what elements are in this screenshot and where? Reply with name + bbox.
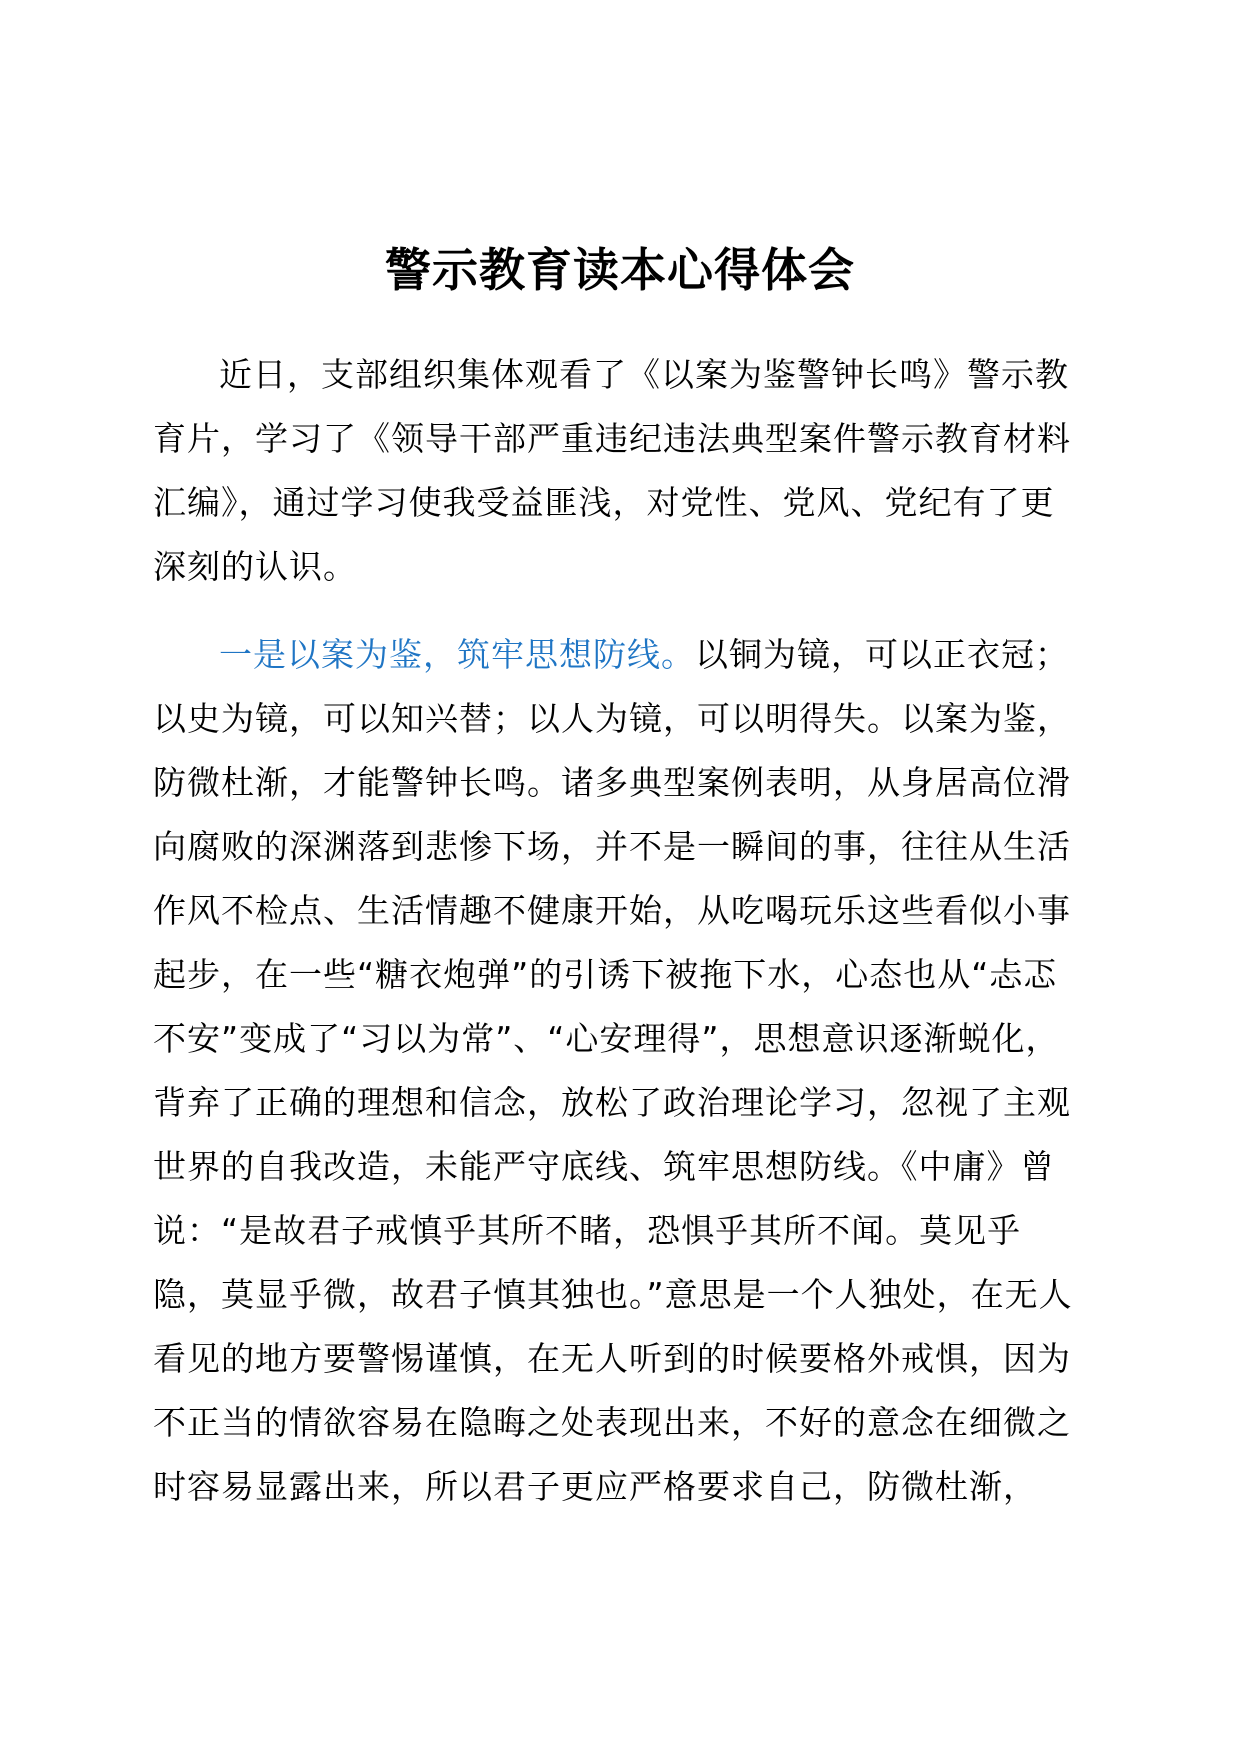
page-title: 警示教育读本心得体会 bbox=[385, 243, 855, 297]
paragraph-intro bbox=[153, 343, 1088, 599]
paragraph-point-one bbox=[153, 623, 1088, 1519]
paragraph-point-one-text: 以铜为镜，可以正衣冠；以史为镜，可以知兴替；以人为镜，可以明得失。以案为鉴，防微杜渐，才能警钟长鸣。诸多典型案例表明，从身居高位滑向腐败的深渊落到悲惨下场，并不是一瞬间的事，往往从生活作风不检点、生活情趣不健康开始，从吃喝玩乐这些看似小事起步，在一些“糖衣炮弹”的引诱下被拖下水，心态也从“忐忑不安”变成了“习以为常”、“心安理得”，思想意识逐渐蜕化，背弃了正确的理想和信念，放松了政治理论学习，忽视了主观世界的自我改造，未能严守底线、筑牢思想防线。《中庸》曾说：“是故君子戒慎乎其所不睹，恐惧乎其所不闻。莫见乎隐，莫显乎微，故君子慎其独也。”意思是一个人独处，在无人看见的地方要警惕谨慎，在无人听到的时候要格外戒惧，因为不正当的情欲容易在隐晦之处表现出来，不好的意念在细微之时容易显露出来，所以君子更应严格要求自己，防微杜渐， bbox=[153, 635, 1073, 1506]
paragraph-intro-text: 近日，支部组织集体观看了《以案为鉴警钟长鸣》警示教育片，学习了《领导干部严重违纪违法典型案件警示教育材料汇编》，通过学习使我受益匪浅，对党性、党风、党纪有了更深刻的认识。 bbox=[153, 355, 1071, 586]
section-heading-point-one: 一是以案为鉴，筑牢思想防线。 bbox=[219, 635, 695, 674]
document-body bbox=[153, 343, 1088, 1519]
